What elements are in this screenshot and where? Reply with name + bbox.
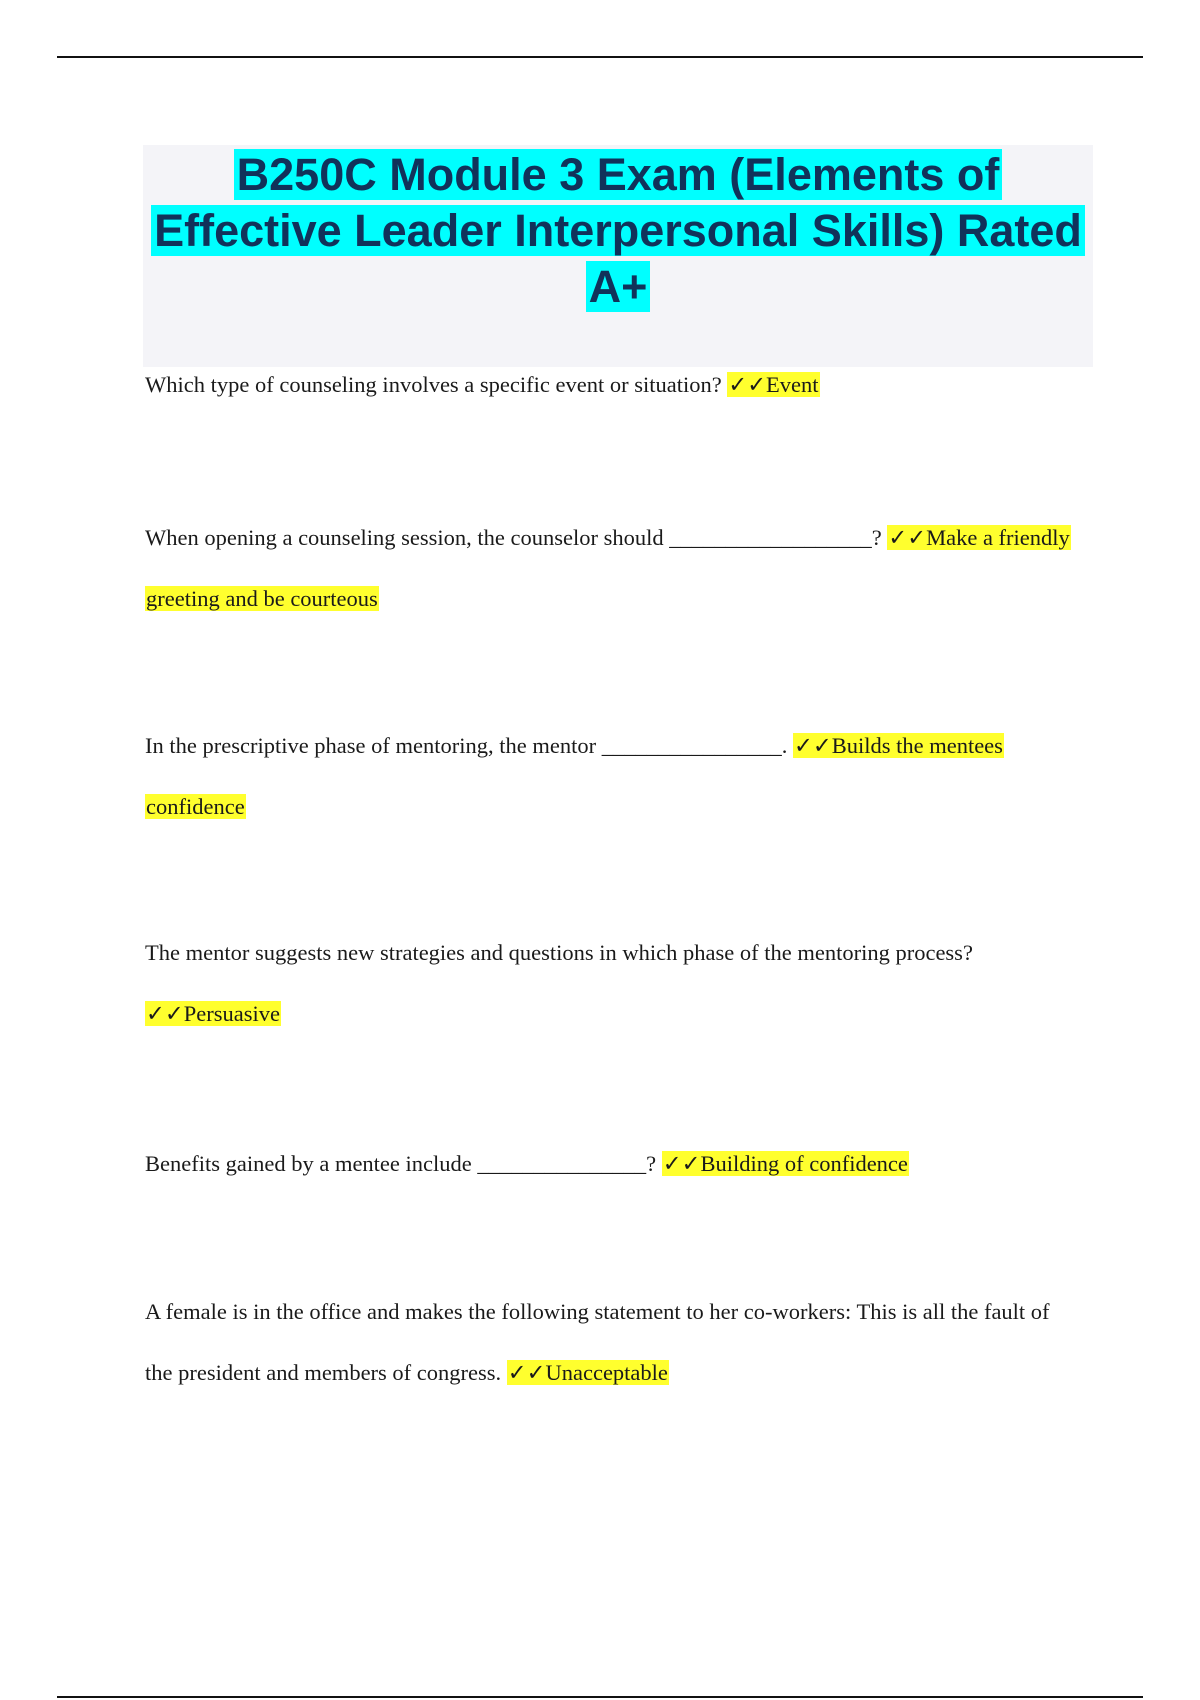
question-6: [145, 1281, 1075, 1403]
answer-text: ✓✓Building of confidence: [662, 1151, 908, 1176]
question-1: [145, 354, 1075, 415]
question-text: When opening a counseling session, the counselor should __________________?: [145, 525, 882, 550]
question-text: In the prescriptive phase of mentoring, the mentor ________________.: [145, 733, 788, 758]
answer-text: ✓✓Unacceptable: [507, 1360, 668, 1385]
title-highlight: B250C Module 3 Exam (Elements of Effective Leader Interpersonal Skills) Rated A+: [151, 149, 1085, 312]
top-rule: [57, 56, 1143, 58]
question-text: Which type of counseling involves a specific event or situation?: [145, 372, 722, 397]
question-4: [145, 922, 1075, 1044]
question-2: [145, 507, 1075, 629]
document-title: [143, 147, 1093, 315]
answer-text: ✓✓Event: [728, 372, 819, 397]
bottom-rule: [57, 1696, 1143, 1698]
question-text: The mentor suggests new strategies and questions in which phase of the mentoring process?: [145, 940, 973, 965]
question-text: Benefits gained by a mentee include _______________?: [145, 1151, 657, 1176]
answer-text: ✓✓Builds the mentees confidence: [146, 733, 1003, 819]
title-block: [143, 145, 1093, 367]
answer-text: ✓✓Persuasive: [146, 1001, 280, 1026]
question-text: A female is in the office and makes the following statement to her co-workers: This is all the fault of the president and members of congress.: [145, 1299, 1050, 1385]
answer-text: ✓✓Make a friendly greeting and be courteous: [146, 525, 1070, 611]
question-5: [145, 1133, 1075, 1194]
question-3: [145, 715, 1075, 837]
